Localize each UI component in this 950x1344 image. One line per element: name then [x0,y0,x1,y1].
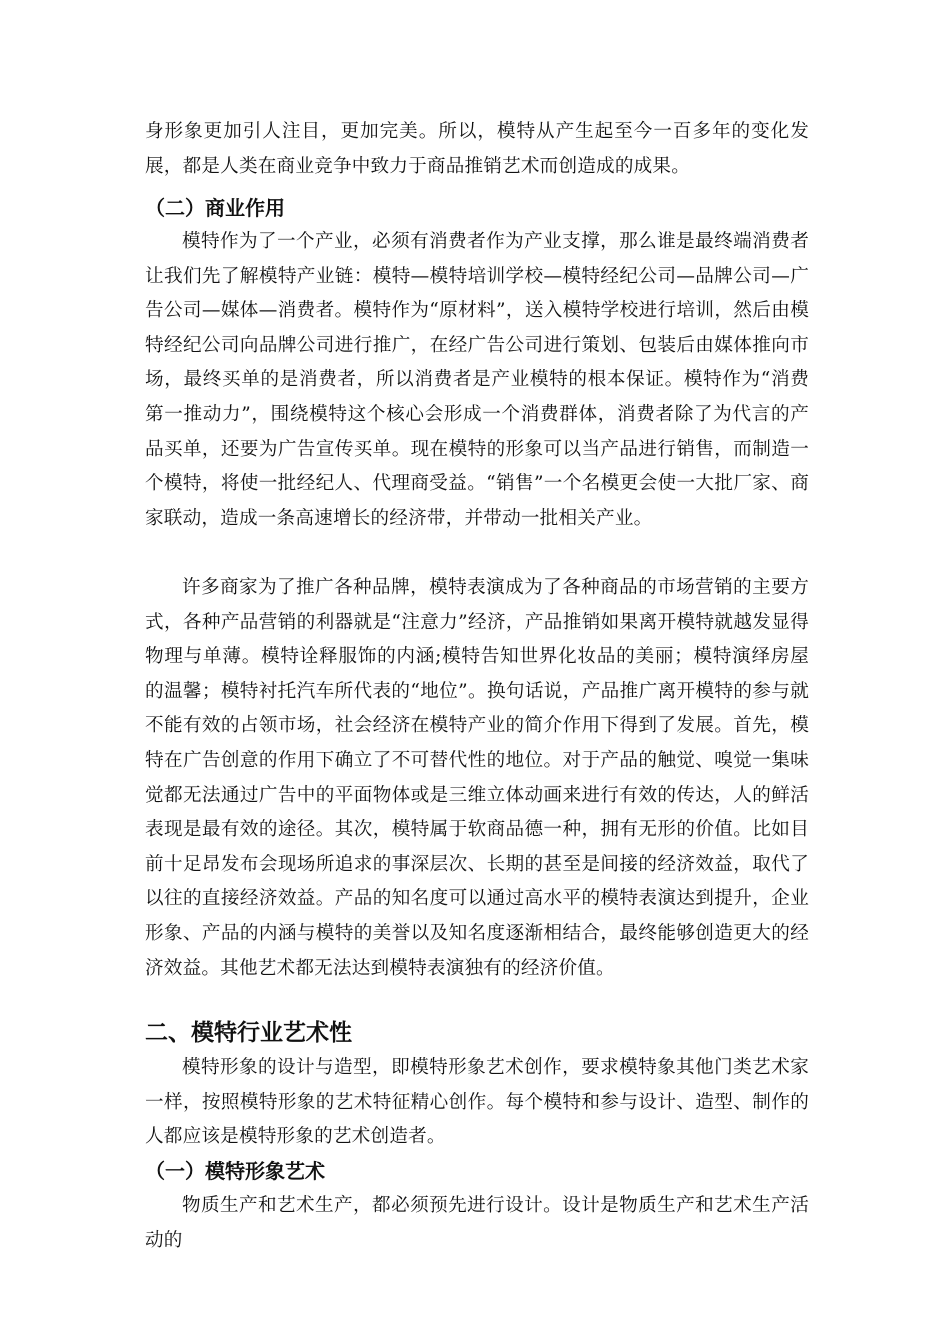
section-heading-commerce: （二）商业作用 [145,196,285,220]
paragraph-marketing [145,571,809,986]
paragraph-industry-chain [145,225,809,536]
paragraph-text: 许多商家为了推广各种品牌，模特表演成为了各种商品的市场营销的主要方式，各种产品营销的利器就是“注意力”经济，产品推销如果离开模特就越发显得物理与单薄。模特诠释服饰的内涵;模特告知世界化妆品的美丽；模特演绎房屋的温馨；模特衬托汽车所代表的“地位”。换句话说，产品推广离开模特的参与就不能有效的占领市场，社会经济在模特产业的简介作用下得到了发展。首先，模特在广告创意的作用下确立了不可替代性的地位。对于产品的触觉、嗅觉一集味觉都无法通过广告中的平面物体或是三维立体动画来进行有效的传达，人的鲜活表现是最有效的途径。其次，模特属于软商品德一种，拥有无形的价值。比如目前十足昂发布会现场所追求的事深层次、长期的甚至是间接的经济效益，取代了以往的直接经济效益。产品的知名度可以通过高水平的模特表演达到提升，企业形象、产品的内涵与模特的美誉以及知名度逐渐相结合，最终能够创造更大的经济效益。其他艺术都无法达到模特表演独有的经济价值。 [145,577,809,979]
paragraph-text: 模特形象的设计与造型，即模特形象艺术创作，要求模特象其他门类艺术家一样，按照模特形象的艺术特征精心创作。每个模特和参与设计、造型、制作的人都应该是模特形象的艺术创造者。 [145,1057,809,1148]
section-heading-image-art: （一）模特形象艺术 [145,1159,325,1183]
paragraph-image-design [145,1051,809,1155]
paragraph-text: 物质生产和艺术生产，都必须预先进行设计。设计是物质生产和艺术生产活动的 [145,1195,809,1251]
paragraph-intro-continuation [145,115,809,184]
paragraph-production-design [145,1189,809,1258]
paragraph-text: 模特作为了一个产业，必须有消费者作为产业支撑，那么谁是最终端消费者让我们先了解模特产业链：模特—模特培训学校—模特经纪公司—品牌公司—广告公司—媒体—消费者。模特作为“原材料”，送入模特学校进行培训，然后由模特经纪公司向品牌公司进行推广，在经广告公司进行策划、包装后由媒体推向市场，最终买单的是消费者，所以消费者是产业模特的根本保证。模特作为“消费第一推动力”，围绕模特这个核心会形成一个消费群体，消费者除了为代言的产品买单，还要为广告宣传买单。现在模特的形象可以当产品进行销售，而制造一个模特，将使一批经纪人、代理商受益。“销售”一个名模更会使一大批厂家、商家联动，造成一条高速增长的经济带，并带动一批相关产业。 [145,231,809,529]
paragraph-text: 身形象更加引人注目，更加完美。所以，模特从产生起至今一百多年的变化发展，都是人类在商业竞争中致力于商品推销艺术而创造成的成果。 [145,121,809,177]
chapter-heading-art: 二、模特行业艺术性 [145,1020,352,1046]
